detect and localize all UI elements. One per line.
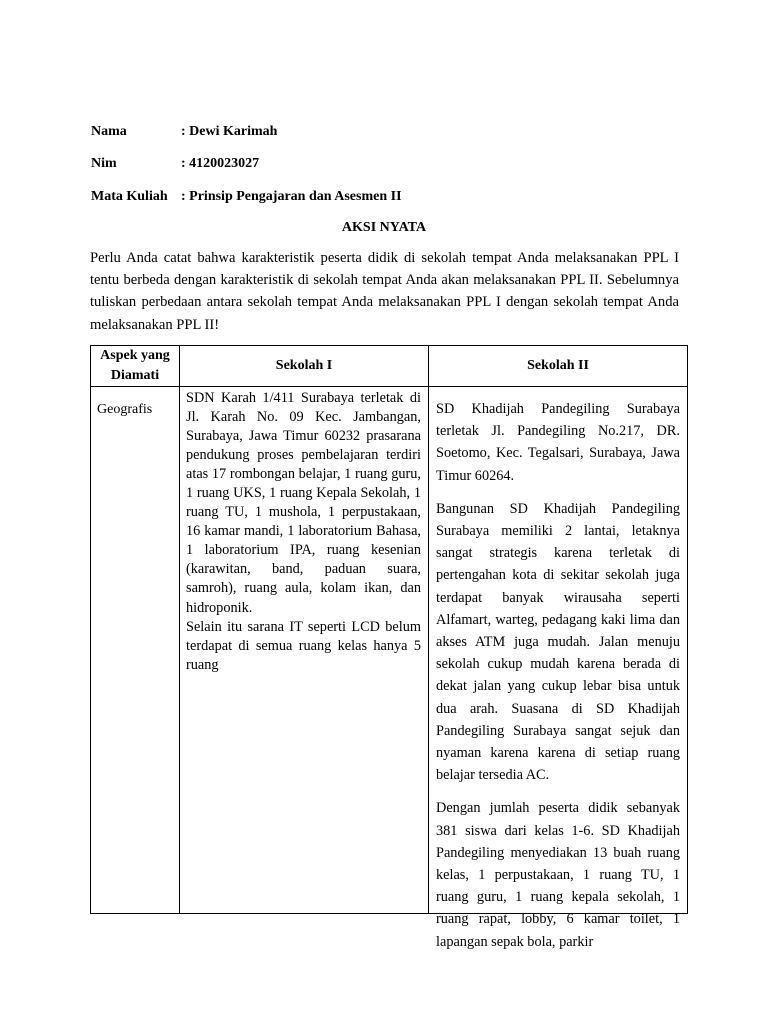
document-title: AKSI NYATA — [341, 220, 427, 235]
sekolah-2-paragraph: SD Khadijah Pandegiling Surabaya terletak Jl. Pandegiling No.217, DR. Soetomo, Kec. Tegalsari, Surabaya, Jawa Timur 60264. — [436, 401, 680, 484]
intro-paragraph: Perlu Anda catat bahwa karakteristik peserta didik di sekolah tempat Anda melaksanakan PPL I tentu berbeda dengan karakteristik di sekolah tempat Anda akan melaksanakan PPL II. Sebelumnya tuliskan perbedaan antara sekolah tempat Anda melaksanakan PPL I dengan sekolah tempat Anda melaksanakan PPL II! — [90, 250, 679, 333]
sekolah-1-paragraph: Selain itu sarana IT seperti LCD belum terdapat di semua ruang kelas hanya 5 ruang — [186, 618, 421, 673]
sekolah-1-paragraph: SDN Karah 1/411 Surabaya terletak di Jl. Karah No. 09 Kec. Jambangan, Surabaya, Jawa Timur 60232 prasarana pendukung proses pembelajaran terdiri atas 17 rombongan belajar, 1 ruang guru, 1 ruang UKS, 1 ruang Kepala Sekolah, 1 ruang TU, 1 mushola, 1 perpustakaan, 16 kamar mandi, 1 laboratorium Bahasa, 1 laboratorium IPA, ruang kesenian (karawitan, band, paduan suara, samroh), ruang aula, kolam ikan, dan hidroponik. — [186, 390, 421, 616]
name-value: : Dewi Karimah — [181, 124, 278, 139]
header-sekolah-2: Sekolah II — [429, 346, 688, 387]
sekolah-2-cell — [429, 387, 688, 950]
course-label: Mata Kuliah — [91, 189, 168, 204]
sekolah-1-cell — [180, 387, 429, 914]
header-aspect: Aspek yang Diamati — [91, 346, 180, 387]
aspect-cell: Geografis — [91, 387, 180, 914]
table-header-row — [91, 346, 688, 387]
course-value: : Prinsip Pengajaran dan Asesmen II — [181, 189, 402, 204]
comparison-table — [90, 345, 688, 950]
course-row — [91, 188, 402, 206]
header-sekolah-1: Sekolah I — [180, 346, 429, 387]
sekolah-2-paragraph: Dengan jumlah peserta didik sebanyak 381 siswa dari kelas 1-6. SD Khadijah Pandegiling menyediakan 13 buah ruang kelas, 1 perpustakaan, 1 ruang TU, 1 ruang guru, 1 ruang kepala sekolah, 1 ruang rapat, lobby, 6 kamar toilet, 1 lapangan sepak bola, parkir — [436, 800, 680, 950]
name-label: Nama — [91, 124, 127, 139]
sekolah-2-paragraph: Bangunan SD Khadijah Pandegiling Surabaya memiliki 2 lantai, letaknya sangat strategis karena terletak di pertengahan kota di sekitar sekolah juga terdapat banyak wirausaha seperti Alfamart, warteg, pedagang kaki lima dan akses ATM juga mudah. Jalan menuju sekolah cukup mudah karena berada di dekat jalan yang cukup lebar bisa untuk dua arah. Suasana di SD Khadijah Pandegiling Surabaya sangat sejuk dan nyaman karena karena di setiap ruang belajar tersedia AC. — [436, 500, 680, 784]
nim-label: Nim — [91, 156, 117, 171]
nim-value: : 4120023027 — [181, 156, 260, 171]
nim-row — [91, 155, 259, 173]
name-row — [91, 123, 277, 141]
table-row — [91, 387, 688, 914]
